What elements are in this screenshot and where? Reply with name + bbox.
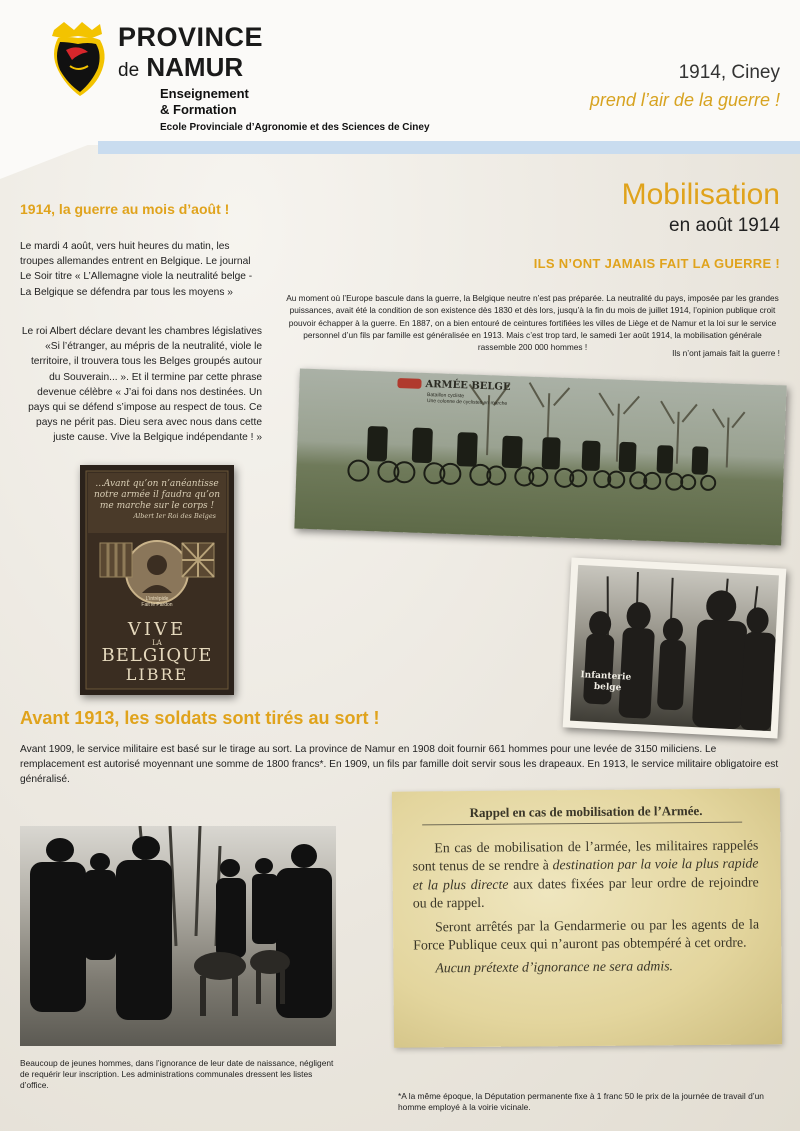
postcard-title: ARMÉE BELGE (425, 378, 511, 393)
page-fold-corner (0, 141, 98, 179)
school-name: Ecole Provinciale d’Agronomie et des Sciences de Ciney (160, 122, 430, 133)
infantry-artwork (570, 565, 779, 731)
mobilisation-headline: ILS N’ONT JAMAIS FAIT LA GUERRE ! (533, 256, 780, 271)
poster-vive: VIVE (127, 619, 187, 640)
header-title-line1: 1914, Ciney (678, 62, 780, 83)
section2-title: Avant 1913, les soldats sont tirés au sort ! (20, 708, 380, 728)
poster-portrait-caption-l2: Fait le Pardon (141, 602, 173, 608)
postcard-sub2: Une colonne de cyclistes en marche (426, 398, 508, 407)
ens-line2: & Formation (160, 102, 237, 117)
notice-title: Rappel en cas de mobilisation de l’Armée. (469, 802, 703, 821)
infantry-photo (563, 557, 787, 738)
section1-title: 1914, la guerre au mois d’août ! (20, 201, 230, 217)
mobilisation-subtitle: en août 1914 (669, 215, 780, 236)
footnote: *A la même époque, la Députation permanente fixe à 1 franc 50 le prix de la journée de travail d’un homme employé à la voirie vicinale. (398, 1091, 764, 1112)
soldiers-dogs-artwork (20, 826, 336, 1046)
poster-libre: LIBRE (125, 665, 189, 684)
photo-caption2: belge (593, 681, 622, 694)
logo-de: de (118, 60, 140, 81)
header-title-line2: prend l’air de la guerre ! (589, 90, 780, 110)
poster-la: LA (152, 639, 162, 647)
section1-para1: Le mardi 4 août, vers huit heures du matin, les troupes allemandes entrent en Belgique. Le journal Le Soir titre « L’Allemagne viole la neutralité belge - La Belgique se défendra par tous les moyens » (20, 241, 253, 298)
poster-quote-sign: Albert Ier Roi des Belges (133, 512, 216, 520)
mobilisation-text: Au moment où l’Europe bascule dans la guerre, la Belgique neutre n’est pas préparée. La neutralité du pays, imposée par les grandes puissances, avait été la condition de son existence dès 1830 et dès lors, jusqu’à la fin du mois de juillet 1914, l’opinion publique croit pouvoir échapper à la guerre. En 1887, on a bien entouré de ceintures fortifiées les villes de Liège et de Namur et la loi sur le service personnel d’un fils par famille est généralisée en 1913. Mais c’est trop tard, le samedi 1er août 1914, la mobilisation générale rassemble 200 000 hommes ! (286, 293, 779, 353)
photo-caption1: Infanterie (580, 670, 632, 683)
notice-divider (422, 822, 742, 826)
notice-p2: Seront arrêtés par la Gendarmerie ou par les agents de la Force Publique ceux qui n’auront pas obtempéré à cet ordre. (413, 916, 760, 954)
header-blue-stripe (98, 141, 800, 154)
mobilisation-text-end: Ils n’ont jamais fait la guerre ! (672, 348, 780, 358)
namur-lion-logo-icon (48, 20, 110, 98)
section1-para2: Le roi Albert déclare devant les chambres législatives «Si l’étranger, au mépris de la neutralité, viole le territoire, il trouvera tous les Belges groupés autour du Souverain... ». Et il termine par cette phrase devenue célèbre « J’ai foi dans nos destinées. Un pays qui se défend s’impose au respect de tous. Ce pays ne périt pas. Dieu sera avec nous dans cette juste cause. Vive la Belgique indépendante ! » (21, 326, 262, 444)
caption-left: Beaucoup de jeunes hommes, dans l’ignorance de leur date de naissance, négligent de requérir leur inscription. Les administrations communales dressent les listes d’office. (20, 1058, 334, 1090)
poster-quote-l1: ...Avant qu’on n’anéantisse (95, 479, 219, 489)
logo-province: PROVINCE (118, 22, 264, 52)
cyclists-artwork (294, 369, 786, 546)
vive-la-belgique-poster (80, 465, 234, 695)
ens-line1: Enseignement (160, 86, 249, 101)
poster-quote-l3: me marche sur le corps ! (99, 501, 215, 511)
poster-belgique: BELGIQUE (101, 645, 213, 666)
cyclists-postcard (294, 369, 786, 546)
notice-body (412, 837, 759, 978)
poster-portrait-caption-l1: L’intrépide (145, 596, 169, 602)
logo-de-namur (118, 54, 243, 80)
poster-quote-l2: notre armée il faudra qu’on (93, 490, 221, 500)
notice-p1: En cas de mobilisation de l’armée, les militaires rappelés sont tenus de se rendre à destination par la voie la plus rapide et la plus directe aux dates fixées par leur ordre de rejoindre ou de rappel. (412, 837, 759, 911)
newspaper-notice (392, 788, 782, 1047)
soldiers-dogs-photo (20, 826, 336, 1046)
section2-text: Avant 1909, le service militaire est basé sur le tirage au sort. La province de Namur en 1908 doit fournir 661 hommes pour une levée de 3150 miliciens. Le remplacement est autorisé moyennant une somme de 1800 francs*. En 1909, un fils par famille doit servir sous les drapeaux. En 1913, le service militaire obligatoire est généralisé. (20, 744, 779, 786)
mobilisation-title: Mobilisation (621, 178, 780, 211)
notice-p3: Aucun prétexte d’ignorance ne sera admis. (435, 958, 674, 976)
enseignement-formation (160, 86, 249, 118)
logo-namur: NAMUR (146, 52, 244, 82)
postcard-sub1: Bataillon cycliste (426, 392, 465, 400)
